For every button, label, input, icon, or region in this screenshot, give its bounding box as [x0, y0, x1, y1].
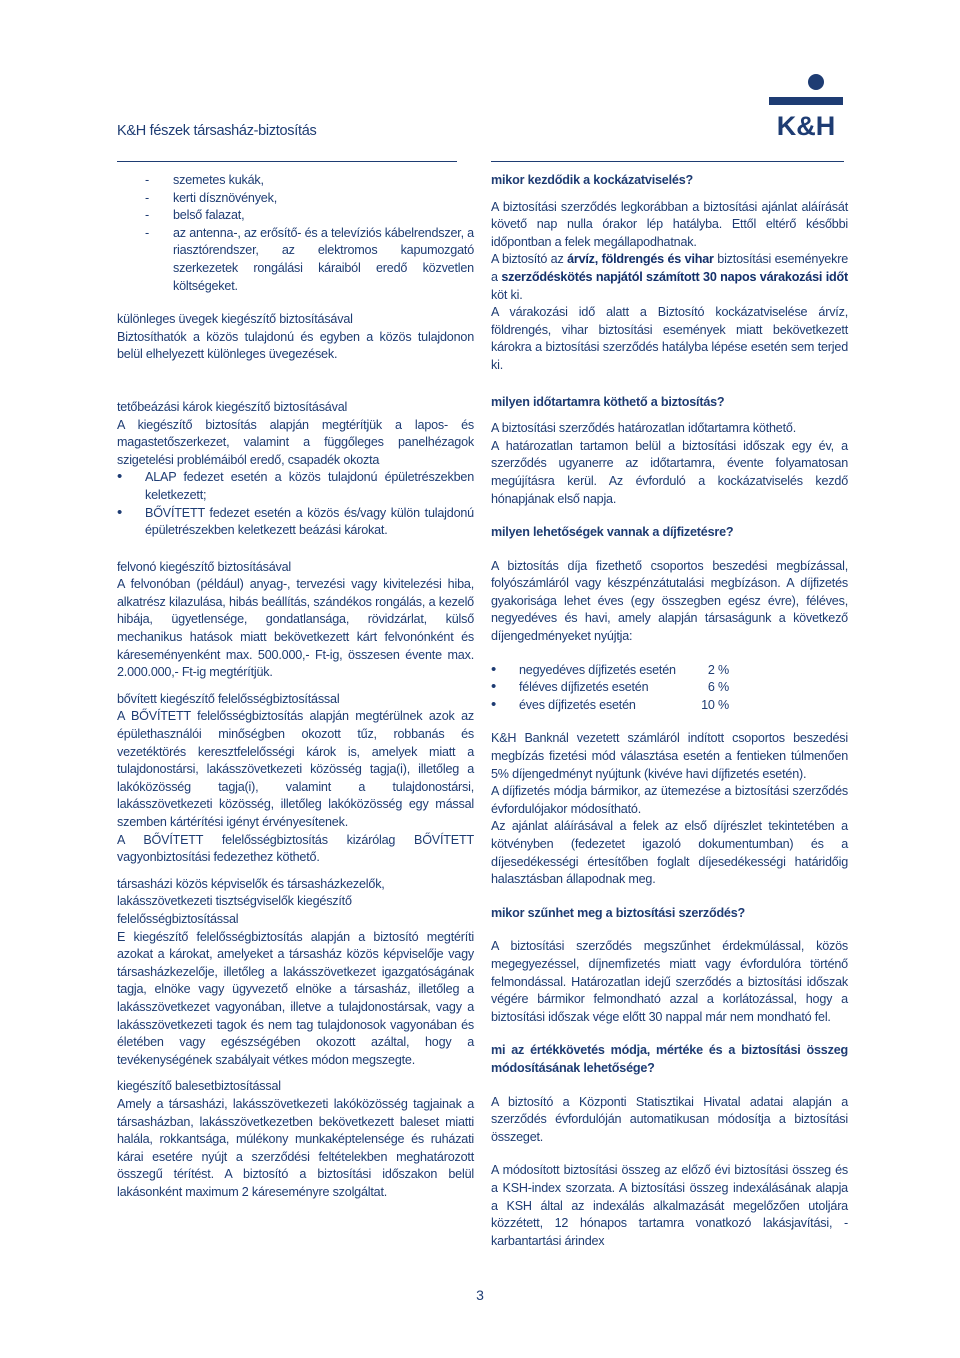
answer-indexation-1: A biztosító a Központi Statisztikai Hivatal adatai alapján a szerződés évfordulóján automatikusan módosítja a biztosítási összeget. [491, 1094, 848, 1144]
question-termination: mikor szűnhet meg a biztosítási szerződés? [491, 905, 746, 920]
list-item: - az antenna-, az erősítő- és a televíziós kábelrendszer, a riasztórendszer, az elektromos kapumozgató szerkezetek rongálási káraiból eredő közvetlen költségeket. [117, 225, 474, 295]
list-item: • éves díjfizetés esetén 10 % [491, 697, 848, 715]
answer-start-1: A biztosítási szerződés legkorábban a biztosítási ajánlat aláírását követő nap nulla órakor lép hatályba. Ettől eltérő későbbi időpontban a felek megállapodhatnak. [491, 199, 848, 249]
list-item: • negyedéves díjfizetés esetén 2 % [491, 662, 848, 680]
document-title: K&H fészek társasház-biztosítás [117, 123, 317, 139]
left-column [117, 172, 474, 1201]
section-text-liability-1: A BŐVÍTETT felelősségbiztosítás alapján megtérülnek azok az épülethasználói minőségben okozott tűz, robbanás és vezetéktörés keresztfelelősségi károk is, amelyek miatt a tulajdonostársi, lakásszövetkezeti közösség tagja(i), illetőleg a lakóközösség tagja(i), valamint a tulajdonostársi, lakásszövetkezeti közösség, illetőleg lakóközösség egy mással szemben kártérítési igényt érvényesítenek. [117, 709, 474, 829]
section-title-representatives: társasházi közös képviselők és társasházkezelők, lakásszövetkezeti tisztségviselők kiegészítő felelősségbiztosítással [117, 876, 385, 926]
answer-payment-3: A díjfizetés módja bármikor, az ütemezése a biztosítási szerződés évfordulójakor módosítható. [491, 784, 848, 816]
section-text-liability-2: A BŐVÍTETT felelősségbiztosítás kizárólag BŐVÍTETT vagyonbiztosítási fedezethez köthető. [117, 832, 474, 865]
section-text-roof: A kiegészítő biztosítás alapján megtérítjük a lapos- és magastetőszerkezet, valamint a függőleges panelhézagok szigetelési problémáiból eredő, csapadék okozta [117, 417, 474, 467]
svg-text:K&H: K&H [776, 111, 836, 138]
section-title-glass: különleges üvegek kiegészítő biztosításával [117, 312, 353, 327]
list-item: • BŐVÍTETT fedezet esetén a közös és/vagy külön tulajdonú épületrészekben keletkezett beázási károkat. [117, 505, 474, 540]
section-text-glass: Biztosíthatók a közös tulajdonú és egyben a közös tulajdonon belül elhelyezett különleges üvegezések. [117, 329, 474, 362]
list-item: - szemetes kukák, [117, 172, 474, 190]
answer-duration-1: A biztosítási szerződés határozatlan időtartamra köthető. [491, 421, 797, 436]
damage-list [117, 172, 474, 295]
section-text-accident: Amely a társasházi, lakásszövetkezeti lakóközösség tagjainak a társasházban, lakásszövetkezetben bekövetkezett baleset miatti halála, rokkantsága, múlékony munkaképtelensége és ruházati kárai esetére nyújt a szerződési feltételekben meghatározott összegű térítést. A biztosító a biztosítási időszakon belül lakásonként maximum 2 káreseményre szolgáltat. [117, 1096, 474, 1199]
question-indexation: mi az értékkövetés módja, mértéke és a biztosítási összeg módosításának lehetősége? [491, 1043, 848, 1075]
answer-termination: A biztosítási szerződés megszűnhet érdekmúlással, közös megegyezéssel, díjnemfizetés miatt vagy évfordulóra történő felmondással. Határozatlan idejű szerződés a biztosítási időszak végére bármikor felmondható azzal a korlátozással, hogy a biztosítási időszak vége előtt 30 nappal már nem mondható fel. [491, 939, 848, 1024]
answer-payment-2: K&H Banknál vezetett számláról indított csoportos beszedési megbízás fizetési mód választása esetén a fentieken túlmenően 5% díjengedményt nyújtunk (kivéve havi díjfizetés esetén). [491, 731, 848, 781]
section-title-roof: tetőbeázási károk kiegészítő biztosításával [117, 399, 348, 414]
roof-coverage-list [117, 469, 474, 539]
kh-logo [765, 72, 847, 138]
list-item: • féléves díjfizetés esetén 6 % [491, 679, 848, 697]
discount-list [491, 662, 848, 715]
header-rule-left [117, 161, 457, 162]
answer-payment-1: A biztosítás díja fizethető csoportos beszedési megbízással, folyószámláról vagy készpénzátutalási megbízáson. A díjfizetés gyakorisága lehet éves (egy összegben egész évre), féléves, negyedéves és havi, amely alapján társaságunk a következő díjengedményeket nyújtja: [491, 558, 848, 644]
section-text-representatives: E kiegészítő felelősségbiztosítás alapján a biztosító megtéríti azokat a károkat, amelyeket a társasház közös képviselője vagy társasházkezelője, illetőleg a lakásszövetkezet igazgatóságának tagja, elnöke vagy ügyvezető elnöke a társasház, illetőleg a lakásszövetkezet vagyonában, illetve a tulajdonostársak, vagy a lakásszövetkezeti tagok és nem tag tulajdonosok vagyonában és életében vagy egészségében okozott azáltal, hogy a tevékenységének szabályait vétkes módon megszegte. [117, 929, 474, 1067]
list-item: - kerti dísznövények, [117, 190, 474, 208]
header-rule-right [491, 161, 844, 162]
answer-payment-4: Az ajánlat aláírásával a felek az első díjrészlet tekintetében a kötvényben (fedezetet igazoló dokumentumban) és a díjesedékességi értesítőben foglalt díjesedékességi határidőig halasztásban állapodnak meg. [491, 819, 848, 887]
answer-start-2: A biztosító az árvíz, földrengés és vihar biztosítási eseményekre a szerződéskötés napjától számított 30 napos várakozási időt köt ki. [491, 252, 848, 302]
page-number: 3 [476, 1287, 484, 1303]
answer-duration-2: A határozatlan tartamon belül a biztosítási időszak egy év, a szerződés ugyanerre az időtartamra, évente folyamatosan megújításra kerül. Az évforduló a kockázatviselés kezdő hónapjának első napja. [491, 438, 848, 506]
answer-start-3: A várakozási idő alatt a Biztosító kockázatviselése árvíz, földrengés, vihar biztosítási események miatt bekövetkezett károkra a biztosítási szerződés hatályba lépése esetén sem terjed ki. [491, 305, 848, 372]
question-duration: milyen időtartamra köthető a biztosítás? [491, 394, 725, 409]
section-title-liability: bővített kiegészítő felelősségbiztosítással [117, 691, 340, 706]
section-text-lift: A felvonóban (például) anyag-, tervezési vagy kivitelezési hiba, alkatrész kilazulása, hibás beállítás, szándékos rongálás, a kezelő hibája, ügyetlensége, gondatlansága, rövidzárlat, külső mechanikus hatások miatt bekövetkezett kárt felvonónként és káreseményenként max. 500.000,- Ft-ig, összesen évente max. 2.000.000,- Ft-ig megtérítjük. [117, 577, 474, 680]
question-start: mikor kezdődik a kockázatviselés? [491, 173, 693, 187]
answer-indexation-2: A módosított biztosítási összeg az előző évi biztosítási összeg és a KSH-index szorzata. A biztosítási összeg indexálásának alapja a KSH által az indexálás alkalmazását megelőzően utoljára közzétett, 12 hónapos tartamra vonatkozó lakásjavítási, -karbantartási árindex [491, 1163, 848, 1248]
list-item: • ALAP fedezet esetén a közös tulajdonú épületrészekben keletkezett; [117, 469, 474, 504]
right-column [491, 172, 848, 1250]
section-title-lift: felvonó kiegészítő biztosításával [117, 559, 292, 574]
question-payment: milyen lehetőségek vannak a díjfizetésre? [491, 525, 734, 540]
list-item: - belső falazat, [117, 207, 474, 225]
section-title-accident: kiegészítő balesetbiztosítással [117, 1079, 281, 1094]
